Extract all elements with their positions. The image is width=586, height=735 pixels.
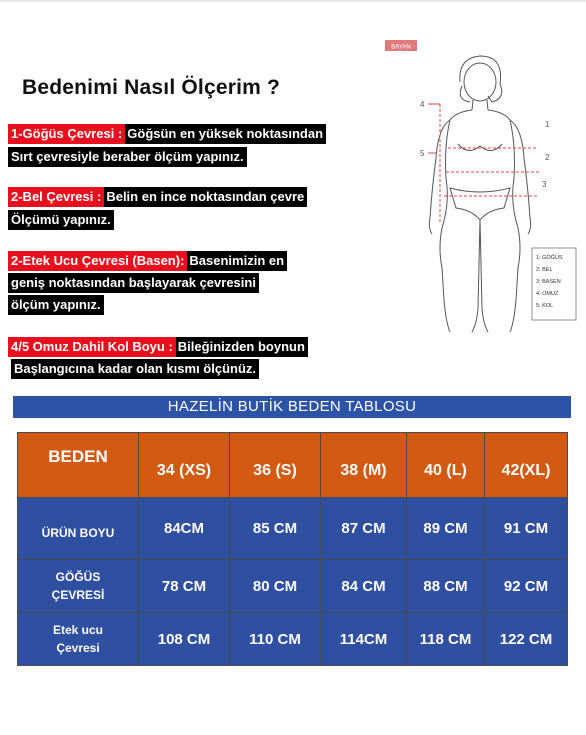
row-label-etek-ucu: Etek ucu Çevresi <box>18 613 139 666</box>
marker-1: 1 <box>545 120 550 129</box>
body-outline-drawing <box>380 38 580 338</box>
omuz-text-1: Bileğinizden boynun <box>177 339 305 354</box>
bel-label: 2-Bel Çevresi : <box>8 187 104 207</box>
gogus-label: 1-Göğüs Çevresi : <box>8 124 125 144</box>
table-row <box>18 498 568 560</box>
table-cell: 114CM <box>321 613 407 666</box>
marker-2: 2 <box>545 153 550 162</box>
size-38: 38 (M) <box>321 433 407 498</box>
size-36: 36 (S) <box>230 433 321 498</box>
page-title: Bedenimi Nasıl Ölçerim ? <box>22 76 281 99</box>
bel-text-1: Belin en ince noktasından çevre <box>106 189 305 204</box>
table-cell: 84 CM <box>321 560 407 613</box>
bayan-tag-text: BAYAN <box>391 44 411 51</box>
table-cell: 85 CM <box>230 498 321 560</box>
table-cell: 87 CM <box>321 498 407 560</box>
size-table <box>17 432 568 666</box>
legend-5: 5: KOL <box>536 303 554 309</box>
size-42: 42(XL) <box>485 433 568 498</box>
size-header-row <box>18 433 568 498</box>
etek-line-3: ölçüm yapınız. <box>8 295 104 315</box>
size-34: 34 (XS) <box>139 433 230 498</box>
table-cell: 108 CM <box>139 613 230 666</box>
bel-line-2: Ölçümü yapınız. <box>8 210 114 230</box>
etek-line-1 <box>8 251 287 271</box>
marker-5: 5 <box>420 149 425 158</box>
table-cell: 92 CM <box>485 560 568 613</box>
omuz-label: 4/5 Omuz Dahil Kol Boyu : <box>8 337 176 357</box>
gogus-line-1 <box>8 124 326 144</box>
table-cell: 89 CM <box>407 498 485 560</box>
table-cell: 110 CM <box>230 613 321 666</box>
omuz-line-2: Başlangıcına kadar olan kısmı ölçünüz. <box>11 359 259 379</box>
size-header-label: BEDEN <box>18 433 139 498</box>
legend-4: 4: OMUZ <box>536 291 559 297</box>
etek-line-2: geniş noktasından başlayarak çevresini <box>8 273 259 293</box>
omuz-line-1 <box>8 337 308 357</box>
size-table-banner: HAZELİN BUTİK BEDEN TABLOSU <box>13 396 571 418</box>
table-cell: 80 CM <box>230 560 321 613</box>
gogus-text-1: Göğsün en yüksek noktasından <box>127 126 324 141</box>
table-cell: 122 CM <box>485 613 568 666</box>
legend-3: 3: BASEN <box>536 279 561 285</box>
etek-text-1: Basenimizin en <box>189 253 285 268</box>
marker-4: 4 <box>420 100 425 109</box>
row-label-urun-boyu: ÜRÜN BOYU <box>18 498 139 560</box>
body-measurement-figure <box>380 38 580 338</box>
row-label-gogus: GÖĞÜS ÇEVRESİ <box>18 560 139 613</box>
table-row <box>18 613 568 666</box>
table-cell: 78 CM <box>139 560 230 613</box>
marker-3: 3 <box>542 180 547 189</box>
table-cell: 118 CM <box>407 613 485 666</box>
table-cell: 84CM <box>139 498 230 560</box>
legend-2: 2: BEL <box>536 267 553 273</box>
bel-line-1 <box>8 187 307 207</box>
etek-label: 2-Etek Ucu Çevresi (Basen): <box>8 251 187 271</box>
table-cell: 91 CM <box>485 498 568 560</box>
top-divider <box>0 0 586 2</box>
size-40: 40 (L) <box>407 433 485 498</box>
table-cell: 88 CM <box>407 560 485 613</box>
gogus-line-2: Sırt çevresiyle beraber ölçüm yapınız. <box>8 147 247 167</box>
legend-1: 1: GÖĞÜS <box>536 255 563 261</box>
table-row <box>18 560 568 613</box>
